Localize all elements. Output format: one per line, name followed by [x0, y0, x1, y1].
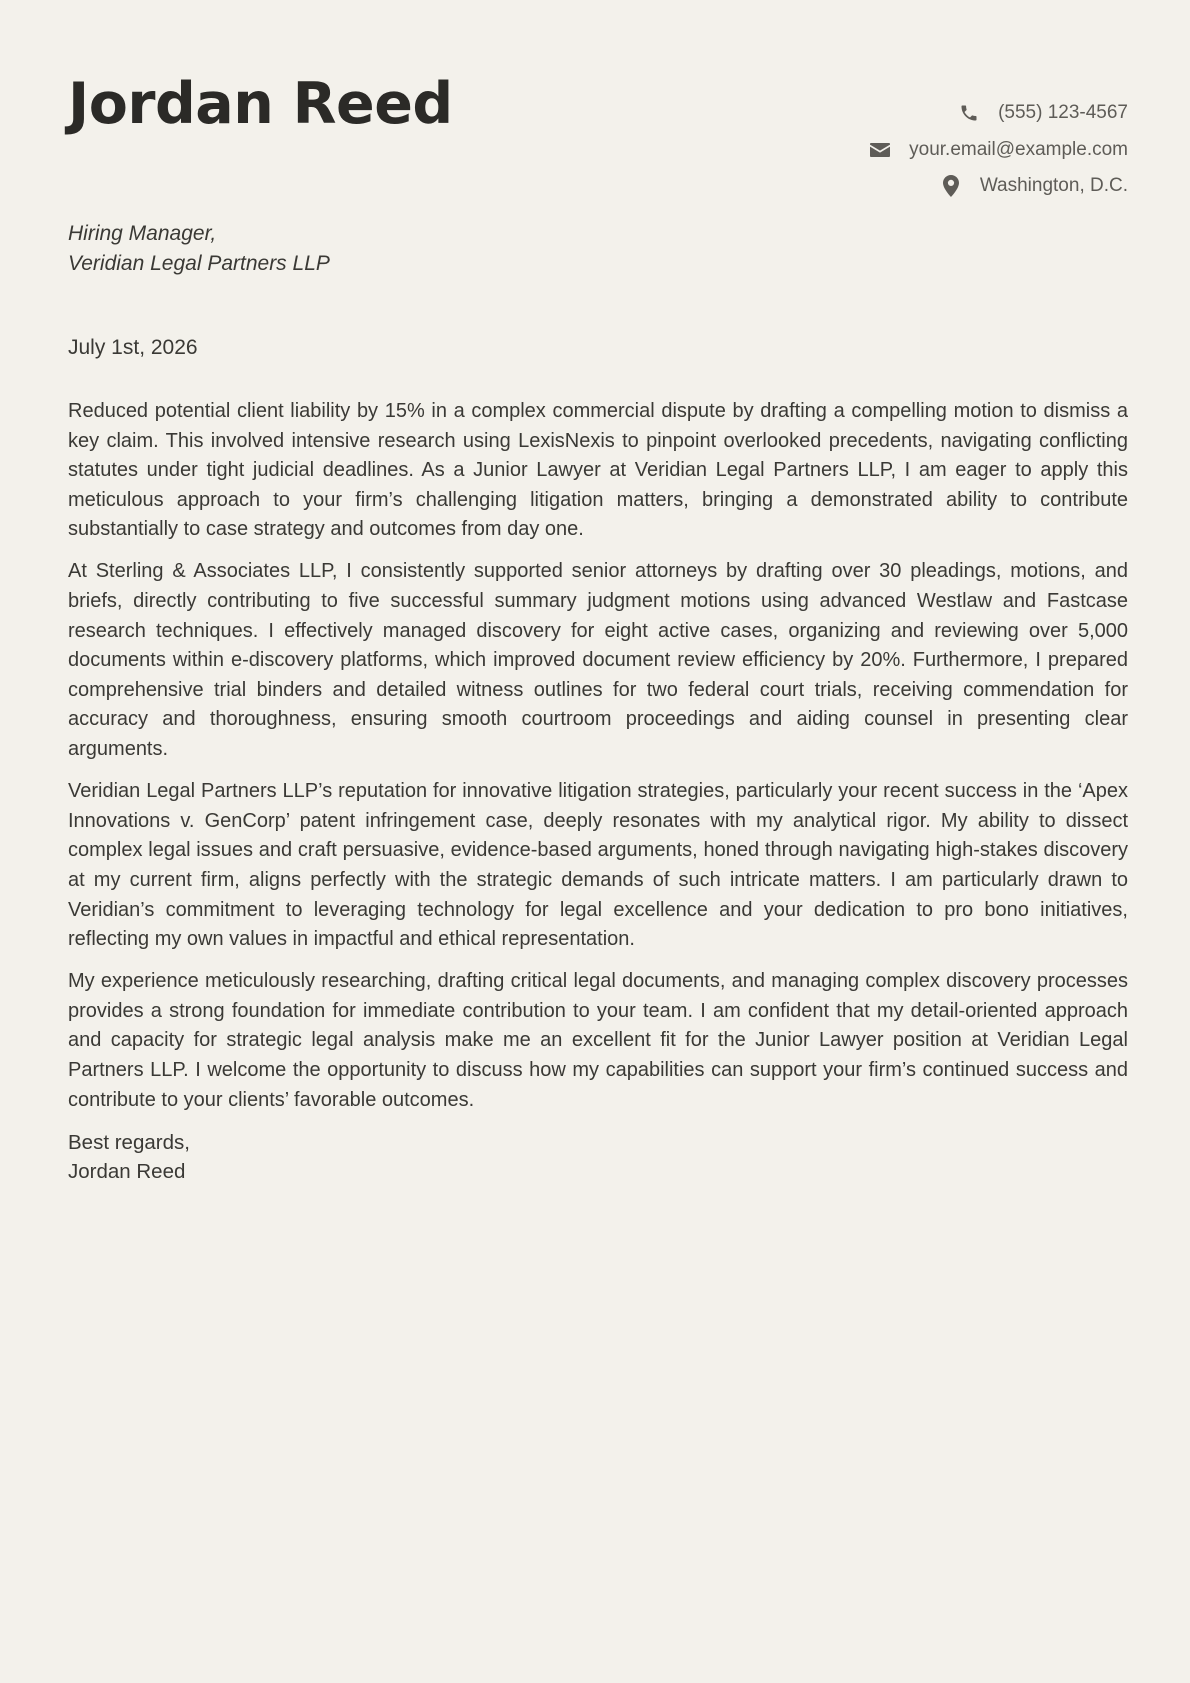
letter-body — [68, 397, 1128, 1187]
phone-icon — [958, 102, 980, 124]
recipient-company: Veridian Legal Partners LLP — [68, 251, 330, 275]
contact-location-row — [869, 168, 1128, 205]
body-paragraph: Veridian Legal Partners LLP’s reputation for innovative litigation strategies, particularly your recent success in the ‘Apex Innovations v. GenCorp’ patent infringement case, deeply resonates with my analytical rigor. My ability to dissect complex legal issues and craft persuasive, evidence-based arguments, honed through navigating high-stakes discovery at my current firm, aligns perfectly with the strategic demands of such intricate matters. I am particularly drawn to Veridian’s commitment to leveraging technology for legal excellence and your dedication to pro bono initiatives, reflecting my own values in impactful and ethical representation. — [68, 780, 1128, 951]
body-paragraph: Reduced potential client liability by 15% in a complex commercial dispute by drafting a compelling motion to dismiss a key claim. This involved intensive research using LexisNexis to pinpoint overlooked precedents, navigating conflicting statutes under tight judicial deadlines. As a Junior Lawyer at Veridian Legal Partners LLP, I am eager to apply this meticulous approach to your firm’s challenging litigation matters, bringing a demonstrated ability to contribute substantially to case strategy and outcomes from day one. — [68, 400, 1128, 541]
applicant-name: Jordan Reed — [68, 71, 453, 137]
contact-phone: (555) 123-4567 — [998, 102, 1128, 124]
closing-block — [68, 1128, 1128, 1187]
envelope-icon — [869, 139, 891, 161]
letter-date: July 1st, 2026 — [68, 336, 198, 359]
recipient-title: Hiring Manager, — [68, 222, 217, 245]
contact-phone-row — [869, 95, 1128, 132]
recipient-block — [68, 219, 330, 278]
closing-signature: Jordan Reed — [68, 1160, 186, 1184]
closing-salutation: Best regards, — [68, 1130, 190, 1154]
contact-email-row — [869, 132, 1128, 169]
contact-location: Washington, D.C. — [979, 175, 1128, 197]
map-pin-icon — [940, 175, 962, 197]
contact-email[interactable]: your.email@example.com — [909, 138, 1128, 160]
contact-block — [869, 95, 1128, 205]
body-paragraph: My experience meticulously researching, drafting critical legal documents, and managing complex discovery processes provides a strong foundation for immediate contribution to your team. I am confident that my detail-oriented approach and capacity for strategic legal analysis make me an excellent fit for the Junior Lawyer position at Veridian Legal Partners LLP. I welcome the opportunity to discuss how my capabilities can support your firm’s continued success and contribute to your clients’ favorable outcomes. — [68, 970, 1128, 1111]
body-paragraph: At Sterling & Associates LLP, I consistently supported senior attorneys by drafting over 30 pleadings, motions, and briefs, directly contributing to five successful summary judgment motions using advanced Westlaw and Fastcase research techniques. I effectively managed discovery for eight active cases, organizing and reviewing over 5,000 documents within e-discovery platforms, which improved document review efficiency by 20%. Furthermore, I prepared comprehensive trial binders and detailed witness outlines for two federal court trials, receiving commendation for accuracy and thoroughness, ensuring smooth courtroom proceedings and aiding counsel in presenting clear arguments. — [68, 560, 1128, 761]
